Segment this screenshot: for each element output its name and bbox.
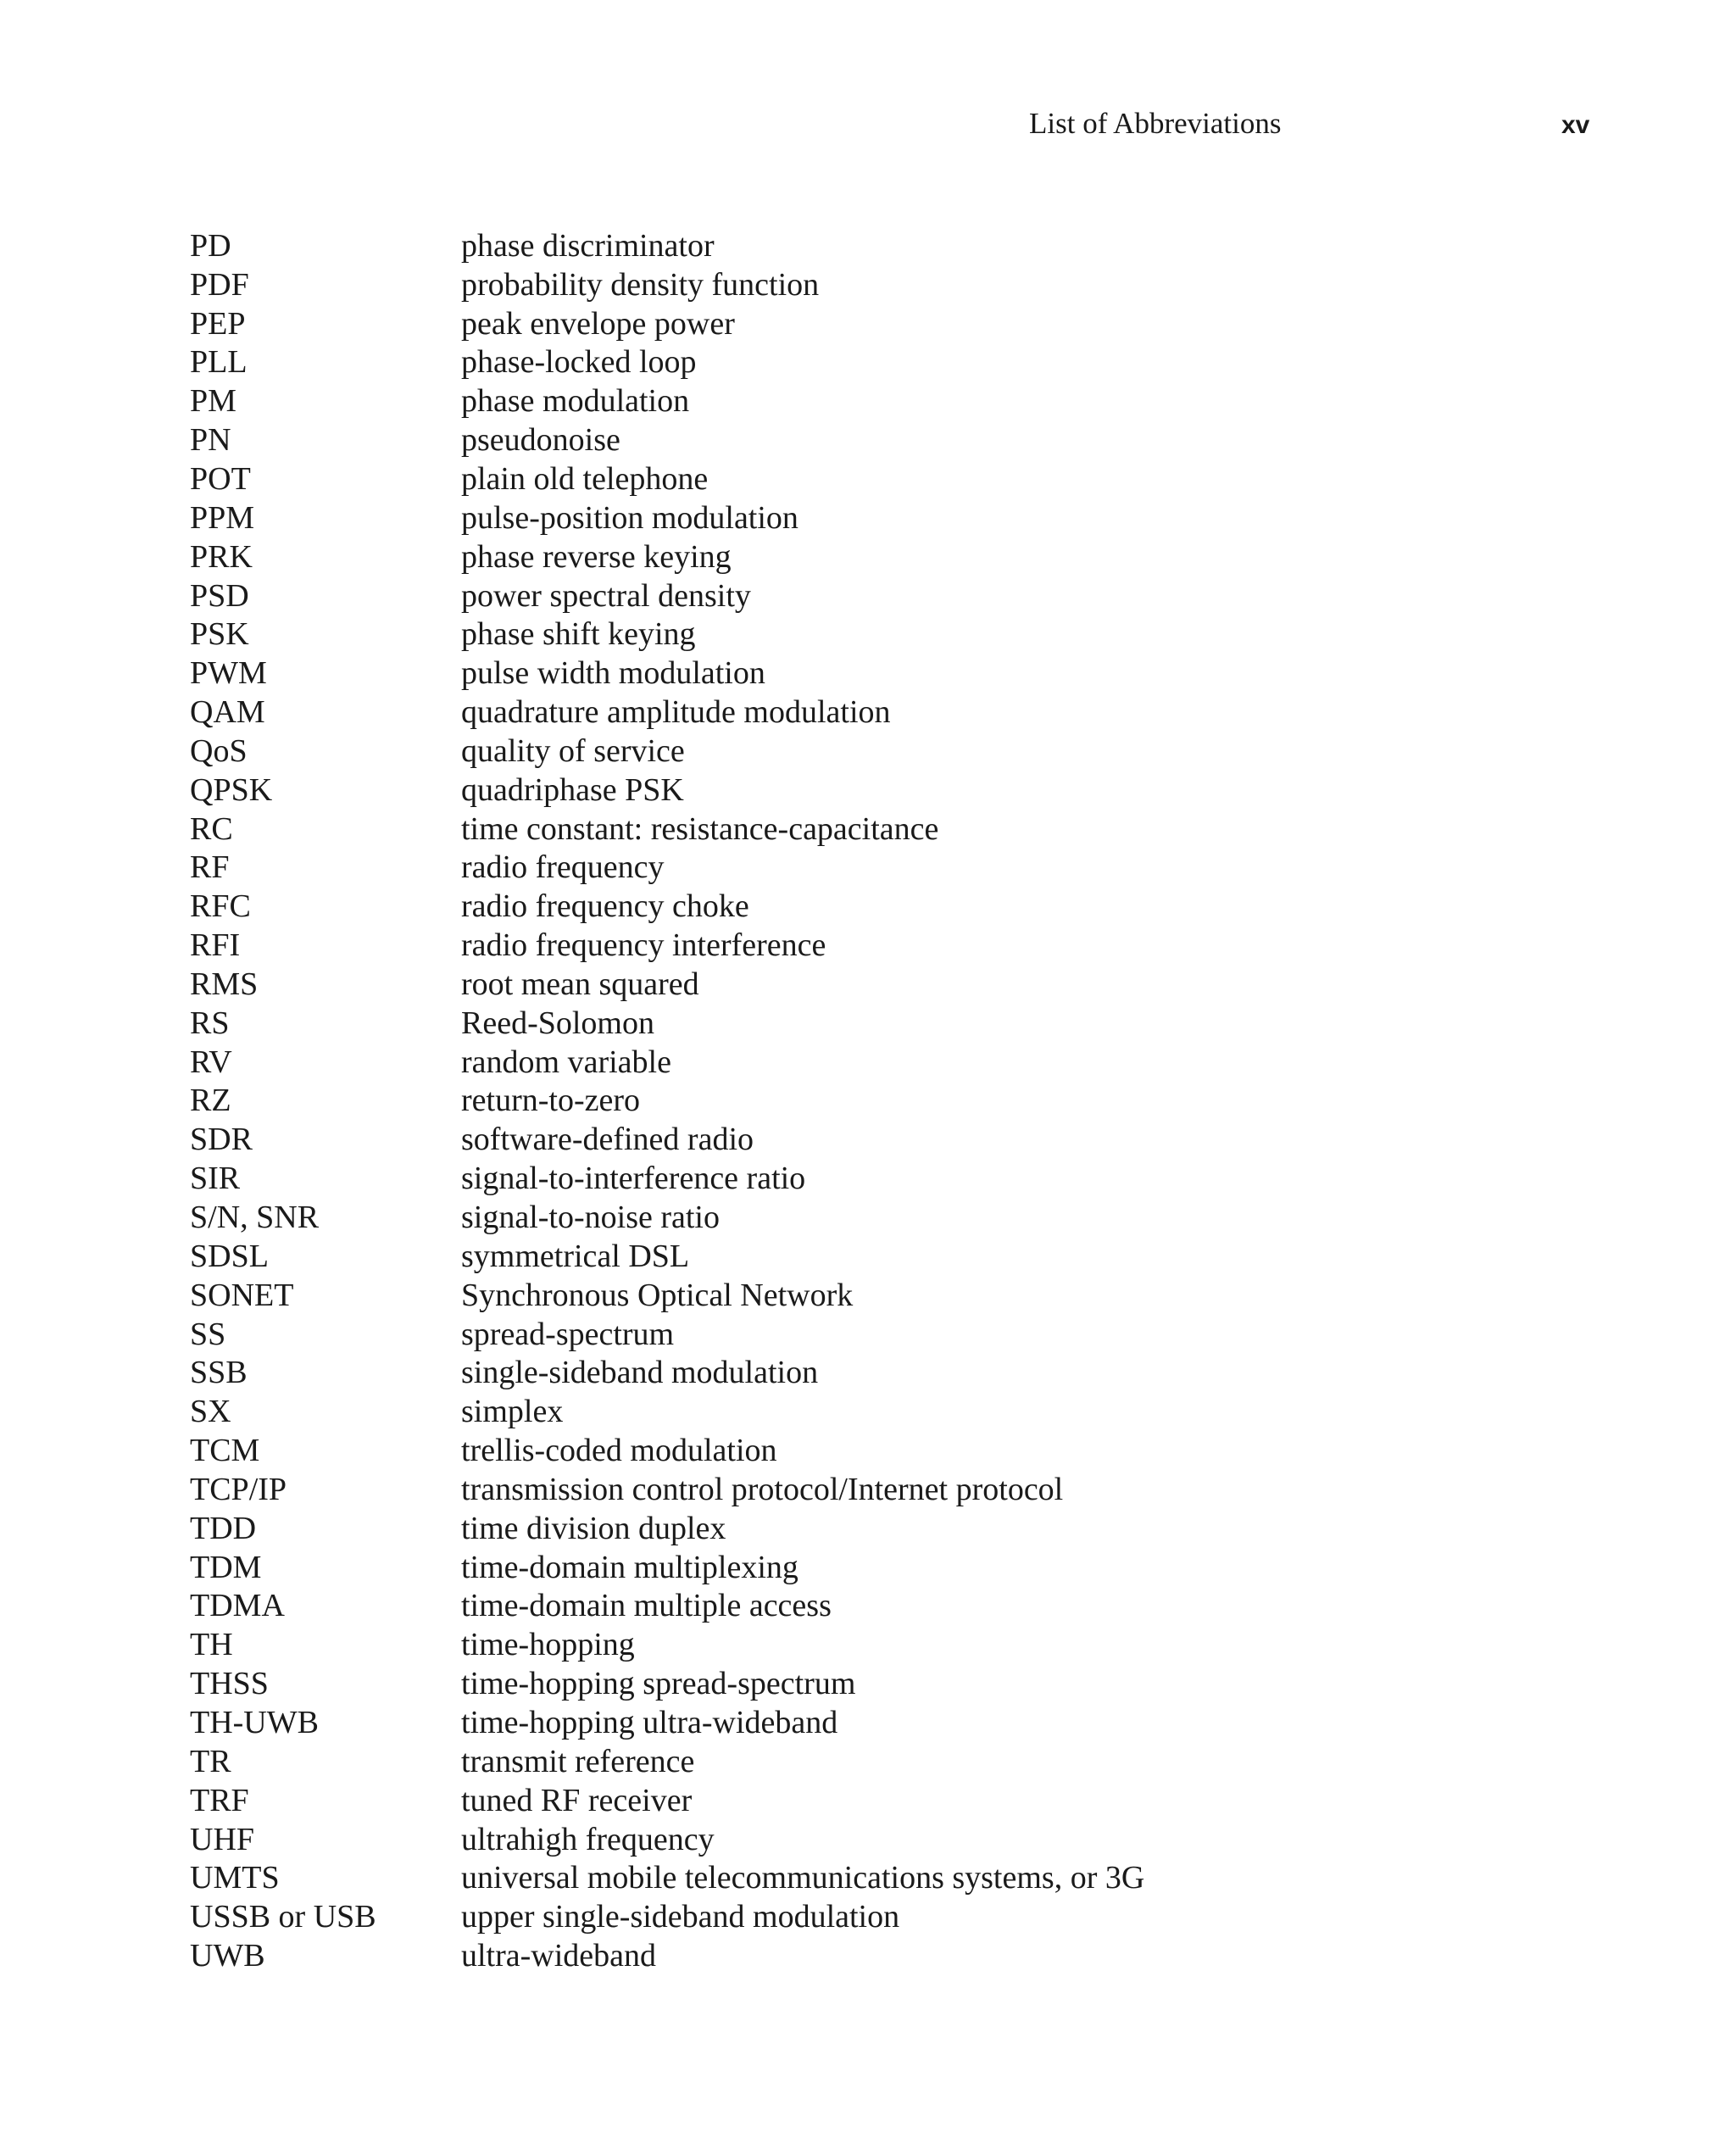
abbreviation-term: SDSL xyxy=(190,1238,269,1274)
abbreviation-term: TCM xyxy=(190,1433,260,1469)
abbreviation-term: SX xyxy=(190,1394,231,1430)
abbreviation-definition: time-domain multiple access xyxy=(461,1588,832,1624)
abbreviation-term: PM xyxy=(190,383,236,420)
abbreviation-term: POT xyxy=(190,460,251,497)
abbreviation-row xyxy=(190,576,1144,615)
abbreviation-row xyxy=(190,1509,1144,1548)
abbreviation-term: RF xyxy=(190,849,230,886)
abbreviation-definition: power spectral density xyxy=(461,577,751,614)
abbreviation-definition: phase-locked loop xyxy=(461,344,697,381)
abbreviation-row xyxy=(190,849,1144,888)
abbreviation-definition: quality of service xyxy=(461,732,685,769)
abbreviation-definition: transmit reference xyxy=(461,1743,695,1779)
abbreviation-definition: upper single-sideband modulation xyxy=(461,1899,900,1935)
running-head-title: List of Abbreviations xyxy=(1029,107,1282,140)
abbreviation-definition: phase modulation xyxy=(461,383,690,420)
abbreviation-definition: phase reverse keying xyxy=(461,538,732,575)
abbreviation-definition: peak envelope power xyxy=(461,305,735,342)
abbreviation-definition: pulse-position modulation xyxy=(461,499,798,536)
abbreviation-row xyxy=(190,420,1144,459)
abbreviation-term: RZ xyxy=(190,1083,231,1119)
abbreviation-row xyxy=(190,1897,1144,1936)
abbreviation-term: THSS xyxy=(190,1666,269,1702)
abbreviation-term: PLL xyxy=(190,344,248,381)
abbreviation-term: PDF xyxy=(190,266,249,303)
abbreviation-row xyxy=(190,654,1144,693)
abbreviation-row xyxy=(190,965,1144,1004)
abbreviation-row xyxy=(190,1858,1144,1897)
abbreviation-row xyxy=(190,926,1144,965)
abbreviation-definition: phase discriminator xyxy=(461,227,715,264)
abbreviation-term: QPSK xyxy=(190,771,273,808)
abbreviation-definition: simplex xyxy=(461,1394,564,1430)
abbreviation-term: TRF xyxy=(190,1782,249,1818)
abbreviation-row xyxy=(190,1198,1144,1237)
page-number: xv xyxy=(1561,111,1590,139)
abbreviation-definition: signal-to-noise ratio xyxy=(461,1200,720,1236)
abbreviation-row xyxy=(190,732,1144,771)
abbreviation-term: SSB xyxy=(190,1355,248,1391)
abbreviation-definition: radio frequency xyxy=(461,849,665,886)
abbreviation-definition: signal-to-interference ratio xyxy=(461,1161,806,1197)
abbreviation-row xyxy=(190,1548,1144,1587)
abbreviation-definition: plain old telephone xyxy=(461,460,709,497)
abbreviation-row xyxy=(190,1742,1144,1781)
abbreviation-term: RFC xyxy=(190,888,251,925)
abbreviation-definition: universal mobile telecommunications systems, or 3G xyxy=(461,1860,1145,1896)
abbreviation-term: PPM xyxy=(190,499,255,536)
abbreviation-definition: quadrature amplitude modulation xyxy=(461,694,891,731)
abbreviation-term: SDR xyxy=(190,1122,253,1158)
abbreviation-term: PSK xyxy=(190,616,249,653)
abbreviation-definition: trellis-coded modulation xyxy=(461,1433,777,1469)
abbreviation-row xyxy=(190,1315,1144,1354)
abbreviation-term: TCP/IP xyxy=(190,1471,287,1507)
abbreviation-term: PEP xyxy=(190,305,246,342)
abbreviation-definition: single-sideband modulation xyxy=(461,1355,819,1391)
abbreviation-term: SONET xyxy=(190,1277,294,1313)
abbreviation-definition: random variable xyxy=(461,1044,671,1080)
abbreviation-definition: radio frequency interference xyxy=(461,927,826,964)
abbreviation-term: TDM xyxy=(190,1549,262,1585)
abbreviation-row xyxy=(190,1120,1144,1159)
abbreviation-definition: quadriphase PSK xyxy=(461,771,684,808)
abbreviation-term: RFI xyxy=(190,927,241,964)
abbreviation-row xyxy=(190,498,1144,537)
abbreviation-term: PWM xyxy=(190,655,267,692)
abbreviation-term: TR xyxy=(190,1743,231,1779)
abbreviation-term: UHF xyxy=(190,1821,255,1857)
abbreviation-term: PN xyxy=(190,422,231,459)
abbreviation-definition: time division duplex xyxy=(461,1510,726,1546)
abbreviation-term: UWB xyxy=(190,1938,265,1974)
abbreviation-row xyxy=(190,615,1144,654)
abbreviation-definition: probability density function xyxy=(461,266,820,303)
abbreviation-definition: time-hopping ultra-wideband xyxy=(461,1704,838,1740)
abbreviation-term: TH-UWB xyxy=(190,1704,319,1740)
abbreviation-row xyxy=(190,1664,1144,1703)
abbreviation-definition: Synchronous Optical Network xyxy=(461,1277,854,1313)
abbreviation-row xyxy=(190,1353,1144,1392)
abbreviation-row xyxy=(190,1781,1144,1820)
abbreviation-definition: time-hopping xyxy=(461,1627,635,1663)
abbreviation-definition: return-to-zero xyxy=(461,1083,640,1119)
abbreviation-row xyxy=(190,810,1144,849)
abbreviation-term: SS xyxy=(190,1316,226,1352)
abbreviation-row xyxy=(190,1820,1144,1859)
abbreviation-definition: Reed-Solomon xyxy=(461,1005,654,1041)
abbreviation-row xyxy=(190,1587,1144,1626)
abbreviation-term: QoS xyxy=(190,732,248,769)
abbreviation-definition: phase shift keying xyxy=(461,616,696,653)
abbreviation-row xyxy=(190,1276,1144,1315)
abbreviation-definition: pseudonoise xyxy=(461,422,620,459)
abbreviation-row xyxy=(190,1043,1144,1082)
abbreviation-row xyxy=(190,226,1144,265)
abbreviation-row xyxy=(190,537,1144,576)
abbreviation-definition: tuned RF receiver xyxy=(461,1782,693,1818)
abbreviation-definition: symmetrical DSL xyxy=(461,1238,690,1274)
abbreviation-definition: time-hopping spread-spectrum xyxy=(461,1666,856,1702)
abbreviation-definition: spread-spectrum xyxy=(461,1316,675,1352)
abbreviation-row xyxy=(190,459,1144,498)
abbreviation-definition: time constant: resistance-capacitance xyxy=(461,810,939,847)
abbreviation-term: UMTS xyxy=(190,1860,280,1896)
abbreviation-row xyxy=(190,1470,1144,1509)
abbreviation-row xyxy=(190,1936,1144,1975)
abbreviation-term: RC xyxy=(190,810,233,847)
abbreviation-term: QAM xyxy=(190,694,265,731)
abbreviation-list xyxy=(190,226,1144,1975)
abbreviation-term: PSD xyxy=(190,577,249,614)
abbreviation-row xyxy=(190,1703,1144,1742)
abbreviation-row xyxy=(190,1237,1144,1276)
abbreviation-term: SIR xyxy=(190,1161,241,1197)
abbreviation-term: PD xyxy=(190,227,231,264)
abbreviation-term: RS xyxy=(190,1005,230,1041)
abbreviation-term: TDMA xyxy=(190,1588,285,1624)
abbreviation-row xyxy=(190,1392,1144,1431)
abbreviation-row xyxy=(190,693,1144,732)
abbreviation-row xyxy=(190,1431,1144,1470)
abbreviation-definition: transmission control protocol/Internet protocol xyxy=(461,1471,1064,1507)
abbreviation-definition: radio frequency choke xyxy=(461,888,749,925)
abbreviation-term: TH xyxy=(190,1627,233,1663)
abbreviation-row xyxy=(190,381,1144,420)
abbreviation-row xyxy=(190,1004,1144,1043)
abbreviation-definition: ultrahigh frequency xyxy=(461,1821,715,1857)
abbreviation-definition: time-domain multiplexing xyxy=(461,1549,798,1585)
abbreviation-term: RMS xyxy=(190,966,259,1002)
abbreviation-row xyxy=(190,887,1144,926)
abbreviation-row xyxy=(190,771,1144,810)
abbreviation-row xyxy=(190,343,1144,382)
abbreviation-definition: ultra-wideband xyxy=(461,1938,657,1974)
abbreviation-definition: pulse width modulation xyxy=(461,655,765,692)
abbreviation-term: TDD xyxy=(190,1510,257,1546)
abbreviation-row xyxy=(190,304,1144,343)
abbreviation-row xyxy=(190,1625,1144,1664)
abbreviation-definition: root mean squared xyxy=(461,966,699,1002)
abbreviation-term: S/N, SNR xyxy=(190,1200,320,1236)
abbreviation-term: USSB or USB xyxy=(190,1899,376,1935)
abbreviation-row xyxy=(190,1082,1144,1121)
abbreviation-definition: software-defined radio xyxy=(461,1122,754,1158)
abbreviation-term: PRK xyxy=(190,538,253,575)
abbreviation-term: RV xyxy=(190,1044,232,1080)
abbreviation-row xyxy=(190,265,1144,304)
abbreviation-row xyxy=(190,1159,1144,1198)
